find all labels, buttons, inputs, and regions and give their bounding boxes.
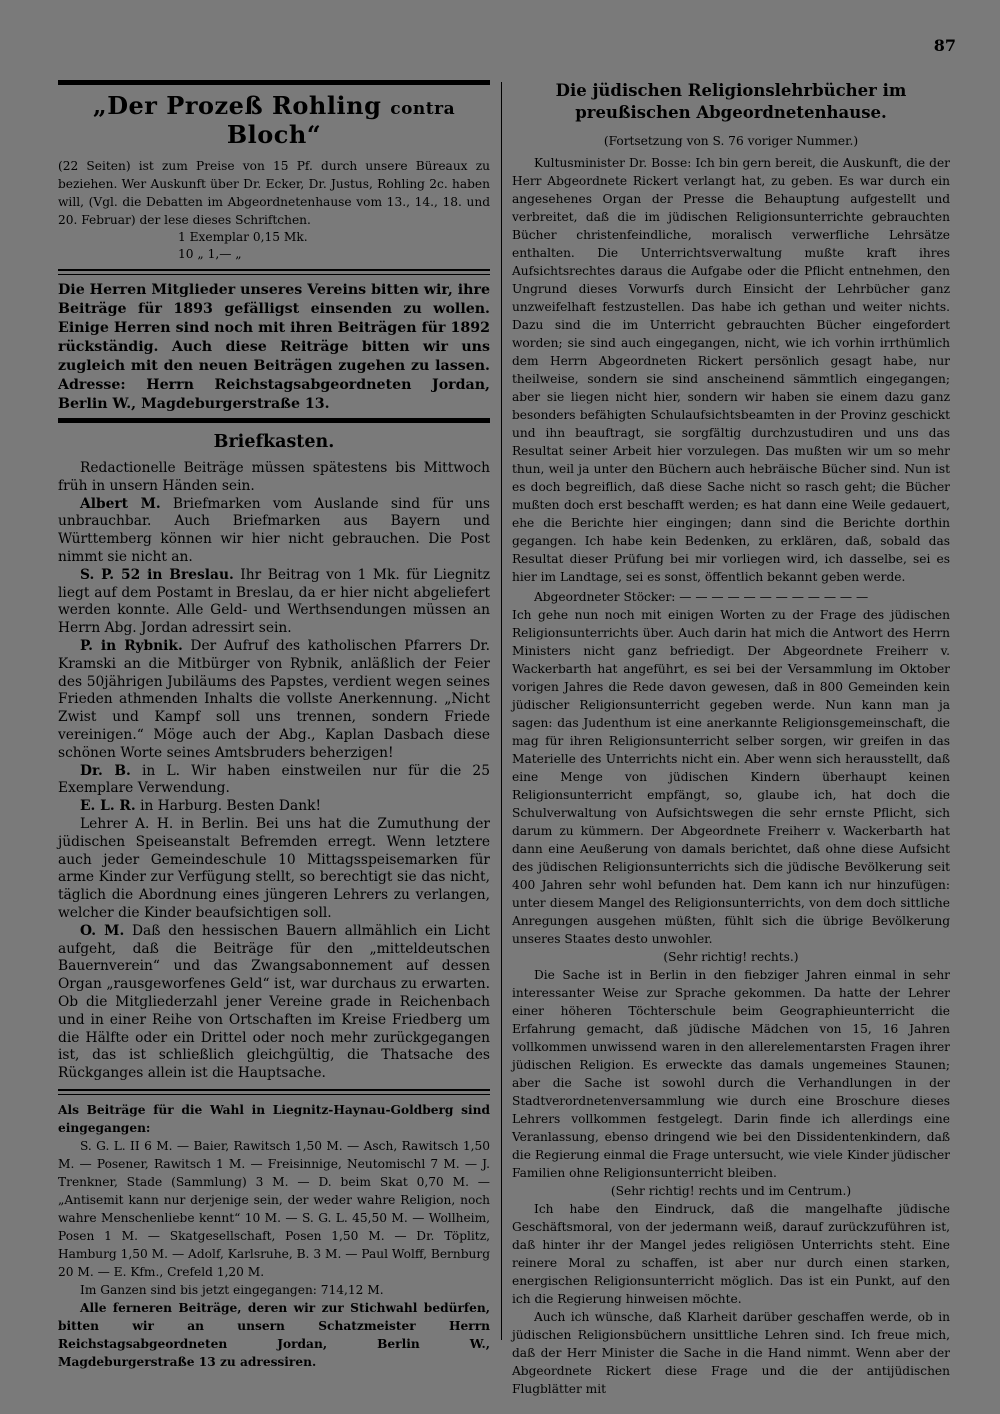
notice-rule: [58, 418, 490, 423]
ad-bottom-rule: [58, 269, 490, 275]
entry-text: Briefmarken vom Auslande sind für uns unbrauchbar. Auch Briefmarken aus Bayern und Württemberg können wir hier nicht gebrauchen. Die Post nimmt sie nicht an.: [58, 495, 490, 565]
page-number: 87: [933, 36, 956, 55]
article-title: Die jüdischen Religionslehrbücher im preußischen Abgeordnetenhause.: [555, 81, 907, 122]
membership-notice: Die Herren Mitglieder unseres Vereins bitten wir, ihre Beiträge für 1893 gefälligst einsenden zu wollen. Einige Herren sind noch mit ihren Beiträgen für 1892 rückständig. Auch diese Reiträge bitten wir uns zugleich mit den neuen Beiträgen zugehen zu lassen. Adresse: Herrn Reichstagsabgeordneten Jordan, Berlin W., Magdeburgerstraße 13.: [58, 282, 490, 412]
briefkasten-title: Briefkasten.: [213, 432, 335, 452]
article-paragraph: Kultusminister Dr. Bosse: Ich bin gern bereit, die Auskunft, die der Herr Abgeordnete Rickert verlangt hat, zu geben. Es war durch ein angesehenes Organ der Presse die Behauptung aufgestellt und verbreitet, daß die im jüdischen Religionsunterrichte gebrauchten Bücher christenfeindliche, moralisch verwerfliche Lehrsätze enthalten. Die Unterrichtsverwaltung mußte kraft ihres Aufsichtsrechtes daraus die Aufgabe oder die Pflicht entnehmen, den Ungrund dieses Vorwurfs durch Einsicht der Lehrbücher ganz unzweifelhaft festzustellen. Das habe ich gethan und weiter nichts. Dazu sind die im Unterricht gebrauchten Bücher eingefordert worden; sie sind auch eingegangen, nicht, wie ich vorhin irrthümlich dem Herrn Abgeordneten Rickert persönlich gesagt habe, nur theilweise, sondern sie sind anscheinend sämmtlich eingegangen; aber sie liegen nicht hier, sondern wir haben sie einem dazu ganz besonders befähigten Schulaufsichtsbeamten in der Provinz geschickt und ihn beauftragt, sie sorgfältig durchzustudiren und uns das Resultat seiner Arbeit hier vorzulegen. Das mußten wir um so mehr thun, weil ja unter den Büchern auch hebräische Bücher sind. Nun ist es doch begreiflich, daß diese Sache nicht so rasch geht; die Bücher mußten doch erst beschafft werden; es hat dann eine Weile gedauert, ehe die Berichte hier eingingen; dann sind die Berichte dorthin gegangen. Ich habe kein Bedenken, zu erklären, daß, sobald das Resultat dieser Prüfung bei mir vorliegen wird, ich dasselbe, sei es hier im Landtage, sei es sonst, öffentlich bekannt geben werde.: [512, 156, 950, 584]
article-paragraph: Ich habe den Eindruck, daß die mangelhafte jüdische Geschäftsmoral, von der jedermann weiß, darauf zurückzuführen ist, daß hinter ihr der Mangel jedes religiösen Unterrichts steht. Eine reinere Moral zu schaffen, ist aber nur durch einen starken, energischen Religionsunterricht möglich. Das ist ein Punkt, auf den ich die Regierung hinweisen möchte.: [512, 1202, 950, 1306]
contrib-list: S. G. L. II 6 M. — Baier, Rawitsch 1,50 M. — Asch, Rawitsch 1,50 M. — Posener, Rawitsch 1 M. — Freisinnige, Neutomischl 7 M. — J. Trenkner, Stade (Sammlung) 3 M. — D. beim Skat 0,70 M. — „Antisemit kann nur derjenige sein, der weder wahre Religion, noch wahre Menschenliebe kennt“ 10 M. — S. G. L. 45,50 M. — Wollheim, Posen 1 M. — Skatgesellschaft, Posen 1,50 M. — Dr. Töplitz, Hamburg 1,50 M. — Adolf, Karlsruhe, B. 3 M. — Paul Wolff, Bernburg 20 M. — E. Kfm., Crefeld 1,20 M.: [58, 1138, 490, 1279]
contrib-total: Im Ganzen sind bis jetzt eingegangen: 714,12 M.: [80, 1282, 384, 1297]
article-paragraph: Ich gehe nun noch mit einigen Worten zu der Frage des jüdischen Religionsunterrichts über. Auch darin hat mich die Antwort des Herrn Ministers nicht ganz befriedigt. Der Abgeordnete Freiherr v. Wackerbarth hat angeführt, es sei bei der Versammlung im Oktober vorigen Jahres die Rede davon gewesen, daß in 800 Gemeinden kein jüdischer Religionsunterricht gegeben werde. Nun kann man ja sagen: das Judenthum ist eine anerkannte Religionsgemeinschaft, die mag für ihren Religionsunterricht selber sorgen, wir greifen in das Materielle des Unterrichts nicht ein. Aber wenn sich herausstellt, daß eine Menge von jüdischen Kindern überhaupt keinen Religionsunterricht empfängt, so, glaube ich, hat doch die Schulverwaltung von Aufsichtswegen die sehr ernste Pflicht, sich darum zu kümmern. Der Abgeordnete Freiherr v. Wackerbarth hat dann eine Aeußerung von damals berichtet, daß ohne diese Aufsicht des jüdischen Religionsunterrichts sich die jüdische Bevölkerung seit 400 Jahren sehr wohl befunden hat. Dem kann ich nur hinzufügen: unter diesem Mangel des Religionsunterrichts, von dem doch sittliche Anregungen ausgehen müßten, fühlt sich die übrige Bevölkerung unseres Staates desto unwohler.: [512, 608, 950, 946]
ad-title-part3: Bloch“: [226, 120, 322, 149]
briefkasten-entry: [58, 923, 490, 1083]
left-column: [58, 80, 490, 1371]
interjection: (Sehr richtig! rechts.): [663, 950, 799, 964]
article-paragraph: Auch ich wünsche, daß Klarheit darüber geschaffen werde, ob in jüdischen Religionsbüchern unsittliche Lehren sind. Ich freue mich, daß der Herr Minister die Sache in die Hand nimmt. Wenn aber der Abgeordnete Rickert diese Frage und die der antijüdischen Flugblätter mit: [512, 1310, 950, 1396]
continuation-note: (Fortsetzung von S. 76 voriger Nummer.): [603, 134, 859, 148]
ad-text: (22 Seiten) ist zum Preise von 15 Pf. durch unsere Büreaux zu beziehen. Wer Auskunft über Dr. Ecker, Dr. Justus, Rohling 2c. haben will, (Vgl. die Debatten im Abgeordnetenhause vom 13., 14., 18. und 20. Februar) der lese dieses Schriftchen.: [58, 159, 490, 227]
ad-title-part2: contra: [390, 99, 456, 119]
entry-text: Daß den hessischen Bauern allmählich ein Licht aufgeht, daß die Beiträge für den „mitteldeutschen Bauernverein“ und das Zwangsabonnement auf dessen Organ „rausgeworfenes Geld“ ist, war durchaus zu erwarten. Ob die Mitgliederzahl jener Vereine grade in Reichenbach und in einer Reihe von Ortschaften im Kreise Friedberg um die Hälfte oder ein Drittel oder noch mehr zurückgegangen ist, das ist schließlich gleichgültig, die Thatsache des Rückganges allein ist die Hauptsache.: [58, 922, 490, 1082]
contrib-closing: Alle ferneren Beiträge, deren wir zur Stichwahl bedürfen, bitten wir an unsern Schatzmeister Herrn Reichstagsabgeordneten Jordan, Berlin W., Magdeburgerstraße 13 zu adressiren.: [58, 1300, 490, 1369]
price-line-2: 10 „ 1,— „: [178, 247, 242, 261]
entry-name: Dr. B.: [80, 762, 131, 779]
ad-title-part1: „Der Prozeß Rohling: [92, 91, 382, 120]
contrib-heading: Als Beiträge für die Wahl in Liegnitz-Haynau-Goldberg sind eingegangen:: [58, 1102, 490, 1135]
top-rule: [58, 80, 490, 85]
entry-name: S. P. 52 in Breslau.: [80, 566, 234, 583]
article-paragraph: Die Sache ist in Berlin in den fiebziger Jahren einmal in sehr interessanter Weise zur Sprache gekommen. Da hatte der Lehrer einer höheren Töchterschule beim Geographieunterricht die Erfahrung gemacht, daß jüdische Mädchen von 15, 16 Jahren vollkommen unwissend waren in den allerelementarsten Fragen ihrer jüdischen Religion. Es erweckte das damals ungemeines Staunen; aber die Sache ist sowohl durch die Verhandlungen in der Stadtverordnetenversammlung wie durch eine Broschure dieses Lehrers vollkommen festgelegt. Darin finde ich allerdings eine Veranlassung, ebenso dringend wie bei den Dissidentenkindern, daß die Regierung einmal die Frage untersucht, wie viele Kinder jüdischer Familien ohne Religionsunterricht bleiben.: [512, 968, 950, 1180]
speaker-line: Abgeordneter Stöcker: — — — — — — — — — — — —: [534, 590, 869, 604]
contrib-rule: [58, 1089, 490, 1095]
briefkasten-entry: [58, 496, 490, 567]
briefkasten-entry: [58, 816, 490, 923]
briefkasten-intro: Redactionelle Beiträge müssen spätestens bis Mittwoch früh in unsern Händen sein.: [58, 460, 490, 494]
price-line-1: 1 Exemplar 0,15 Mk.: [178, 230, 308, 244]
briefkasten-entry: [58, 567, 490, 638]
entry-text: Ihr Beitrag von 1 Mk. für Liegnitz liegt auf dem Postamt in Breslau, da er hier nicht abgeliefert werden konnte. Alle Geld- und Werthsendungen müssen an Herrn Abg. Jordan adressirt sein.: [58, 566, 490, 637]
ad-title: [58, 91, 490, 149]
entry-name: O. M.: [80, 922, 125, 939]
briefkasten-entry: [58, 638, 490, 763]
briefkasten-entry: [58, 763, 490, 799]
entry-name: P. in Rybnik.: [80, 637, 183, 654]
entry-text: Der Aufruf des katholischen Pfarrers Dr. Kramski an die Mitbürger von Rybnik, anläßlich der Feier des 50jährigen Jubiläums des Papstes, verdient wegen seines Frieden athmenden Inhalts die vollste Anerkennung. „Nicht Zwist und Kampf soll uns trennen, sondern Friede vereinigen.“ Möge auch der Abg., Kaplan Dasbach diese schönen Worte seines Amtsbruders beherzigen!: [58, 637, 490, 761]
column-divider: [501, 82, 502, 1340]
entry-text: in Harburg. Besten Dank!: [135, 798, 321, 815]
interjection: (Sehr richtig! rechts und im Centrum.): [610, 1184, 852, 1198]
entry-text: in L. Wir haben einstweilen nur für die 25 Exemplare Verwendung.: [58, 762, 490, 797]
entry-name: Albert M.: [80, 495, 161, 512]
entry-text: Lehrer A. H. in Berlin. Bei uns hat die Zumuthung der jüdischen Speiseanstalt Befremden erregt. Wenn letztere auch jeder Gemeindeschule 10 Mittagsspeisemarken für arme Kinder zur Verfügung stellt, so berechtigt sie das nicht, täglich die Abordnung eines jüngeren Lehrers zu verlangen, welcher die Kinder beaufsichtigen soll.: [58, 815, 490, 921]
entry-name: E. L. R.: [80, 798, 136, 815]
right-column: [512, 80, 950, 1398]
briefkasten-entry: [58, 798, 490, 816]
